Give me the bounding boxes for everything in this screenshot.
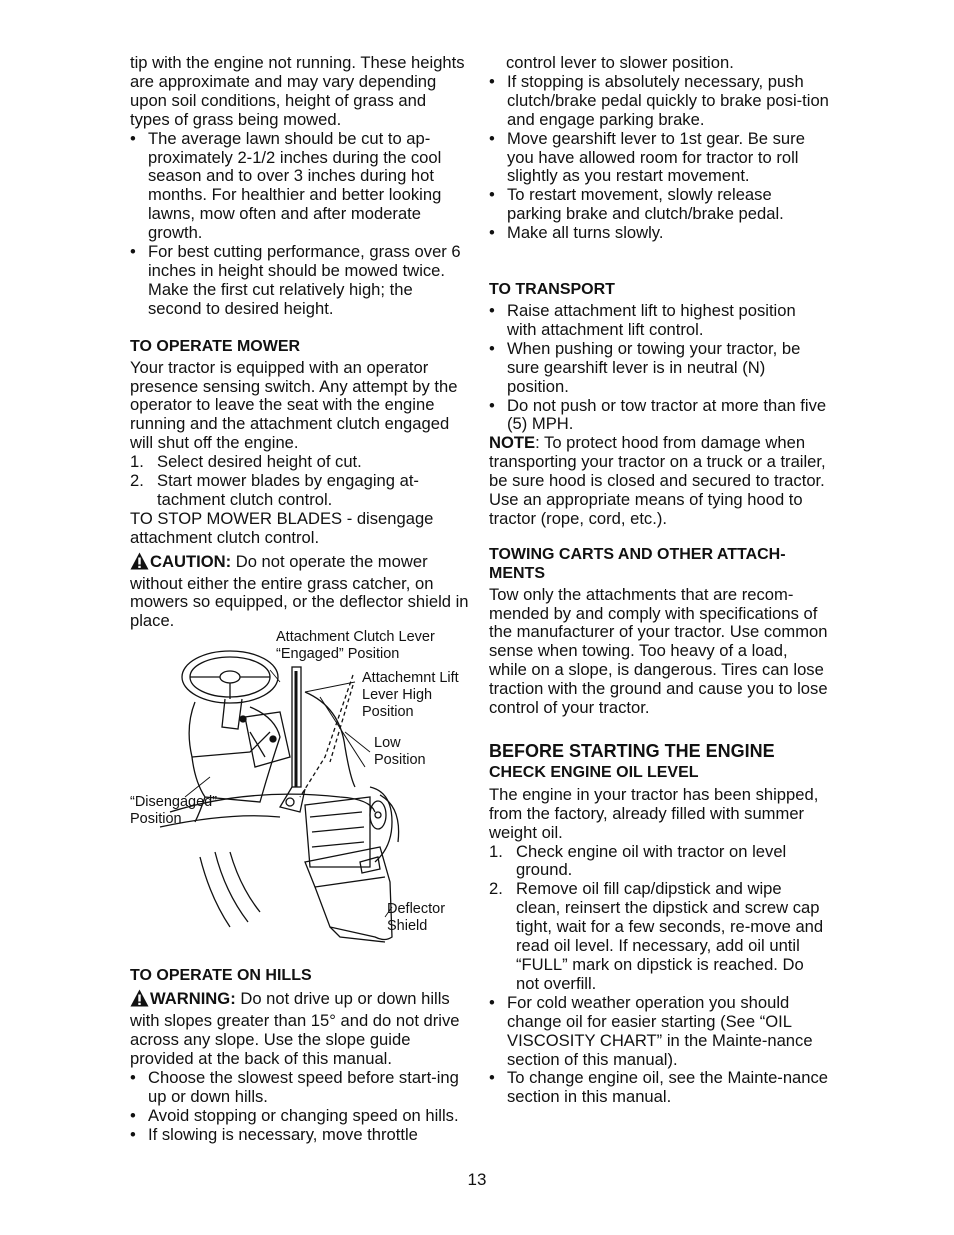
caution-text: Do not operate the mower without either the entire grass catcher, on mowers so equipped, or the deflector shield in place. xyxy=(130,551,469,631)
list-item: • If stopping is absolutely necessary, push clutch/brake pedal quickly to brake posi-tion and engage parking brake. xyxy=(489,73,829,130)
section-heading-operate-mower: TO OPERATE MOWER xyxy=(130,337,301,355)
note-paragraph xyxy=(489,434,829,529)
caution-label: CAUTION: xyxy=(150,551,232,571)
list-item: • Do not push or tow tractor at more than five (5) MPH. xyxy=(489,397,829,435)
list-item: 2. Remove oil fill cap/dipstick and wipe clean, reinsert the dipstick and screw cap tight, wait for a few seconds, re-move and read oil level. If necessary, add oil until “FULL” mark on dipstick is reached. Do not overfill. xyxy=(489,879,824,993)
list-item: • When pushing or towing your tractor, be sure gearshift lever is in neutral (N) position. xyxy=(489,340,829,397)
oil-paragraph: The engine in your tractor has been shipped, from the factory, already filled with summer weight oil. xyxy=(489,784,819,842)
list-item: • Choose the slowest speed before start-ing up or down hills. xyxy=(130,1069,470,1107)
note-label: NOTE xyxy=(489,433,536,453)
section-heading-check-oil: CHECK ENGINE OIL LEVEL xyxy=(489,763,699,781)
section-heading-towing: TOWING CARTS AND OTHER ATTACH-MENTS xyxy=(489,545,786,582)
list-item: • The average lawn should be cut to ap-proximately 2-1/2 inches during the cool season and to over 3 inches during hot months. For healthier and better looking lawns, mow often and after moderate growth. xyxy=(130,130,470,243)
intro-paragraph: tip with the engine not running. These heights are approximate and may vary depending upon soil conditions, height of grass and types of grass being mowed. xyxy=(130,53,465,129)
warning-label: WARNING: xyxy=(150,989,236,1009)
list-item: • If slowing is necessary, move throttle xyxy=(130,1126,470,1145)
figure-label-disengaged: “Disengaged” Position xyxy=(130,794,218,828)
right-column xyxy=(489,54,829,1107)
figure-label-low: Low Position xyxy=(374,735,426,769)
list-item: • Avoid stopping or changing speed on hills. xyxy=(130,1107,470,1126)
section-heading-operate-hills: TO OPERATE ON HILLS xyxy=(130,967,312,985)
warning-text: Do not drive up or down hills with slopes greater than 15° and do not drive across any slope. Use the slope guide provided at the back of this manual. xyxy=(130,989,460,1068)
list-item: • For best cutting performance, grass over 6 inches in height should be mowed twice. Make the first cut relatively high; the second to desired height. xyxy=(130,243,470,319)
list-item: 1. Select desired height of cut. xyxy=(130,452,362,472)
list-item: • To restart movement, slowly release parking brake and clutch/brake pedal. xyxy=(489,186,829,224)
list-item: 2. Start mower blades by engaging at-tachment clutch control. xyxy=(130,471,419,509)
list-item: • Make all turns slowly. xyxy=(489,224,829,243)
list-item: • To change engine oil, see the Mainte-nance section in this manual. xyxy=(489,1069,829,1107)
left-column xyxy=(130,54,470,1144)
list-item: • For cold weather operation you should change oil for easier starting (See “OIL VISCOSITY CHART” in the Mainte-nance section of this manual). xyxy=(489,994,829,1070)
mower-paragraph: Your tractor is equipped with an operator presence sensing switch. Any attempt by the operator to leave the seat with the engine running and the attachment clutch engaged will shut off the engine. xyxy=(130,357,458,453)
section-heading-transport: TO TRANSPORT xyxy=(489,281,615,299)
towing-paragraph: Tow only the attachments that are recom-mended by and comply with specifications of the manufacturer of your tractor. Use common sense when towing. Too heavy of a load, while on a slope, is dangerous. Tires can lose traction with the ground and cause you to lose control of your tractor. xyxy=(489,584,828,718)
section-heading-before-starting: BEFORE STARTING THE ENGINE xyxy=(489,741,775,761)
warning-triangle-icon xyxy=(130,552,149,575)
continued-text: control lever to slower position. xyxy=(506,53,734,72)
page-number: 13 xyxy=(467,1170,487,1189)
caution-paragraph xyxy=(130,552,470,632)
note-text: : To protect hood from damage when transporting your tractor on a truck or a trailer, be sure hood is closed and secured to tractor. Use an appropriate means of tying hood to tractor (rope, cord, etc.). xyxy=(489,433,826,528)
figure-label-lift-high: Attachemnt Lift Lever High Position xyxy=(362,670,459,721)
mower-controls-figure xyxy=(130,629,470,967)
list-item: • Raise attachment lift to highest position with attachment lift control. xyxy=(489,302,829,340)
figure-label-engaged: Attachment Clutch Lever “Engaged” Position xyxy=(276,629,435,663)
stop-blades-text: TO STOP MOWER BLADES - disengage attachment clutch control. xyxy=(130,508,434,547)
warning-triangle-icon xyxy=(130,989,149,1012)
list-item: • Move gearshift lever to 1st gear. Be sure you have allowed room for tractor to roll slightly as you restart movement. xyxy=(489,130,829,187)
list-item: 1. Check engine oil with tractor on level ground. xyxy=(489,841,787,880)
warning-paragraph xyxy=(130,989,470,1069)
figure-label-deflector: Deflector Shield xyxy=(387,901,446,935)
